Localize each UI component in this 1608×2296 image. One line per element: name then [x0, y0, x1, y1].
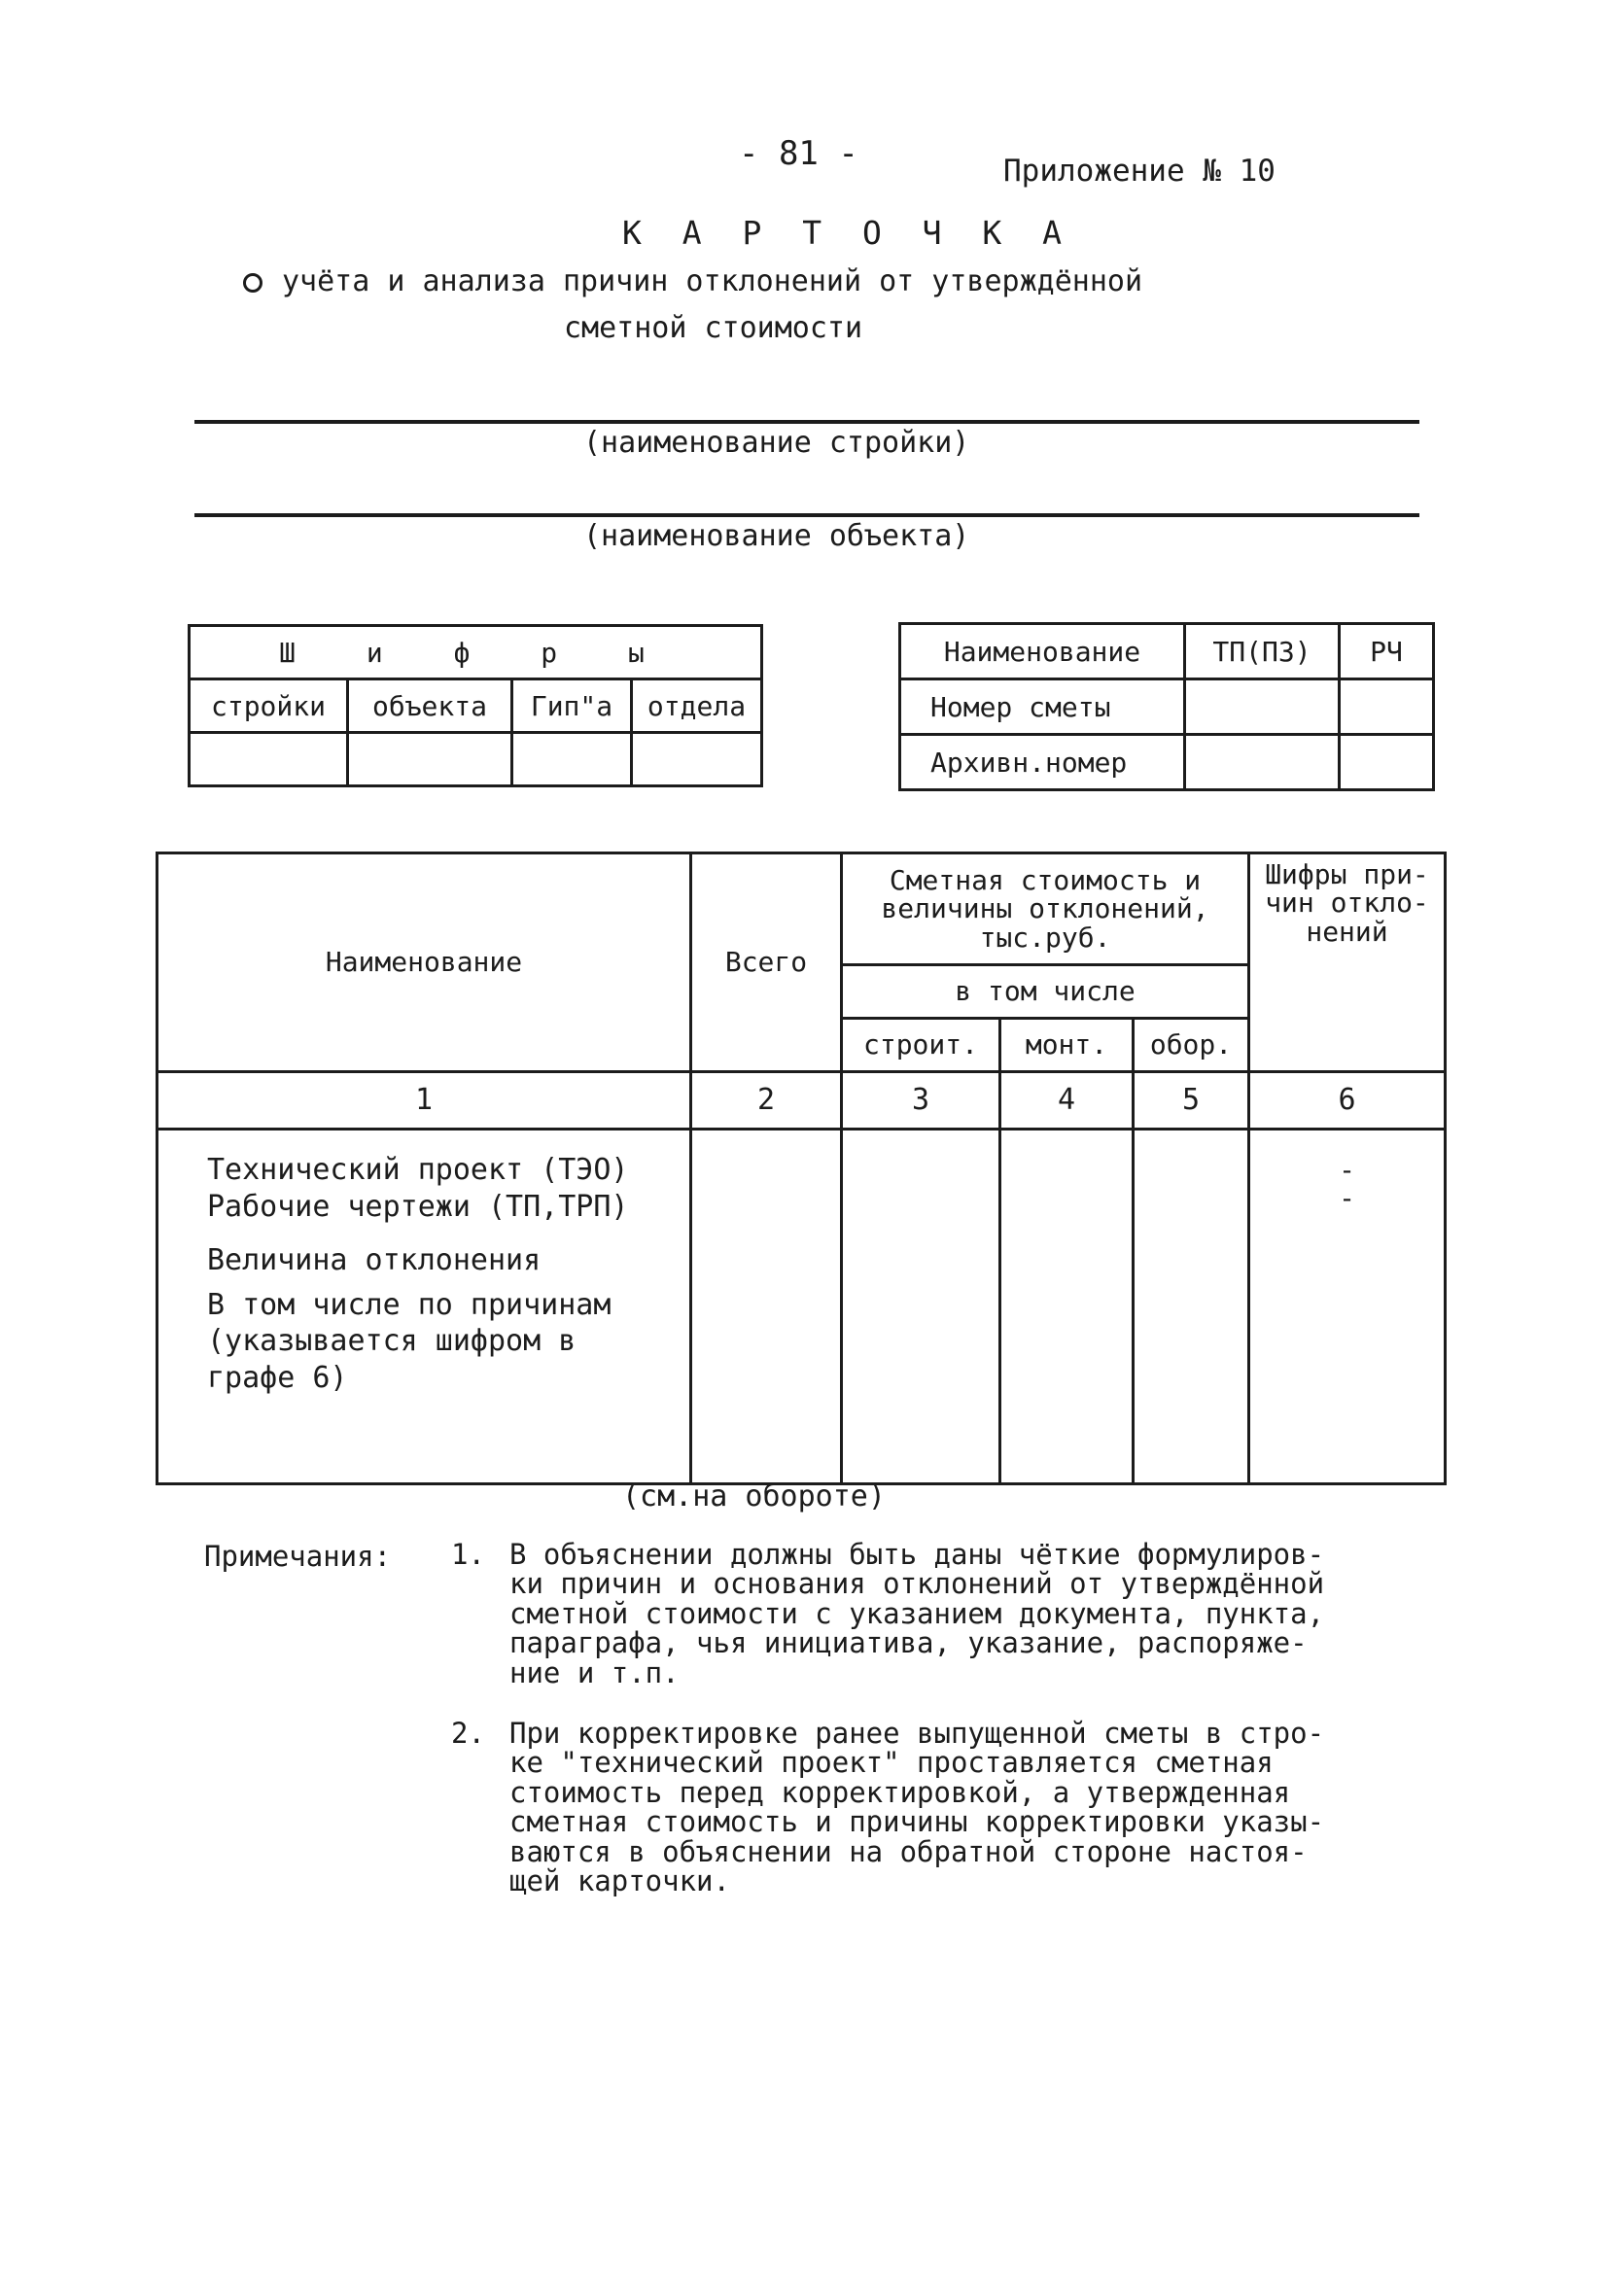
total-cell — [691, 1130, 842, 1484]
codes-col-gip: Гип"а — [512, 679, 632, 733]
col-header-codes-line: нений — [1306, 915, 1388, 948]
page-number: - 81 - — [739, 134, 858, 173]
col-header-cost-line: Сметная стоимость и — [889, 863, 1202, 896]
col-header-total: Всего — [691, 853, 842, 1072]
card-subtitle-line-2: сметной стоимости — [564, 311, 863, 345]
col-number-6: 6 — [1249, 1072, 1446, 1130]
construction-name-caption: (наименование стройки) — [583, 426, 970, 460]
codes-col-object: объекта — [348, 679, 512, 733]
info-header-name: Наименование — [900, 624, 1185, 679]
note-line: ке "технический проект" проставляется сметная — [509, 1746, 1274, 1780]
note-line: параграфа, чья инициатива, указание, распоряже- — [509, 1626, 1308, 1660]
row-technical-project: Технический проект (ТЭО) — [207, 1153, 629, 1187]
row-labels — [157, 1130, 691, 1484]
info-header-tp: ТП(ПЗ) — [1185, 624, 1340, 679]
note-line: сметной стоимости с указанием документа, пункта, — [509, 1596, 1325, 1630]
note-line: щей карточки. — [509, 1864, 730, 1898]
note-line: ваются в объяснении на обратной стороне настоя- — [509, 1834, 1308, 1868]
note-1-number: 1. — [451, 1538, 485, 1571]
row-working-drawings: Рабочие чертежи (ТП,ТРП) — [207, 1189, 629, 1224]
col-number-4: 4 — [1000, 1072, 1134, 1130]
equipment-cell — [1134, 1130, 1249, 1484]
codes-col-department: отдела — [632, 679, 762, 733]
col-header-equipment: обор. — [1134, 1019, 1249, 1072]
row-reasons: графе 6) — [207, 1360, 348, 1395]
col-header-name: Наименование — [157, 853, 691, 1072]
subtitle-text-1: учёта и анализа причин отклонений от утверждённой — [282, 264, 1143, 298]
note-line: В объяснении должны быть даны чёткие формулиров- — [509, 1538, 1325, 1571]
col-number-3: 3 — [842, 1072, 1000, 1130]
bullet-circle-icon — [243, 273, 262, 293]
construction-cell — [842, 1130, 1000, 1484]
col-header-codes-line: чин откло- — [1265, 887, 1429, 920]
col-header-including: в том числе — [842, 965, 1249, 1019]
info-row-estimate-number: Номер сметы — [900, 679, 1185, 735]
estimate-info-table — [898, 622, 1435, 791]
deviation-table — [156, 852, 1447, 1485]
codes-table-title: Ш и ф р ы — [190, 626, 762, 679]
row-reasons: В том числе по причинам — [207, 1287, 612, 1322]
codes-cell — [1249, 1130, 1446, 1484]
codes-value-object — [348, 733, 512, 786]
col-number-1: 1 — [157, 1072, 691, 1130]
see-reverse-note: (см.на обороте) — [622, 1479, 886, 1513]
note-line: стоимость перед корректировкой, а утвержденная — [509, 1775, 1291, 1809]
info-cell — [1185, 735, 1340, 790]
codes-dash: - — [1339, 1182, 1355, 1215]
col-header-construction: строит. — [842, 1019, 1000, 1072]
col-header-codes-line: Шифры при- — [1265, 858, 1429, 890]
col-header-codes — [1249, 853, 1446, 1072]
codes-value-department — [632, 733, 762, 786]
appendix-label: Приложение № 10 — [1003, 154, 1276, 189]
row-deviation: Величина отклонения — [207, 1243, 542, 1277]
info-cell — [1340, 735, 1434, 790]
info-cell — [1185, 679, 1340, 735]
installation-cell — [1000, 1130, 1134, 1484]
col-header-installation: монт. — [1000, 1019, 1134, 1072]
info-row-archive-number: Архивн.номер — [900, 735, 1185, 790]
notes-label: Примечания: — [204, 1540, 392, 1573]
construction-name-line — [194, 420, 1419, 424]
note-1-text — [509, 1540, 1433, 1687]
col-header-cost-line: тыс.руб. — [979, 921, 1111, 954]
col-number-5: 5 — [1134, 1072, 1249, 1130]
note-line: При корректировке ранее выпущенной сметы в стро- — [509, 1717, 1325, 1750]
codes-dash: - — [1339, 1154, 1355, 1186]
info-header-rch: РЧ — [1340, 624, 1434, 679]
card-subtitle-line-1 — [243, 264, 1142, 298]
codes-value-gip — [512, 733, 632, 786]
note-line: сметная стоимость и причины корректировки указы- — [509, 1805, 1325, 1839]
col-number-2: 2 — [691, 1072, 842, 1130]
row-reasons: (указывается шифром в — [207, 1324, 577, 1358]
info-cell — [1340, 679, 1434, 735]
note-line: ние и т.п. — [509, 1655, 680, 1689]
col-header-cost-line: величины отклонений, — [881, 892, 1209, 925]
codes-value-construction — [190, 733, 348, 786]
note-2-number: 2. — [451, 1717, 485, 1750]
object-name-line — [194, 513, 1419, 517]
card-title: К А Р Т О Ч К А — [622, 214, 1073, 252]
codes-col-construction: стройки — [190, 679, 348, 733]
col-header-cost — [842, 853, 1249, 965]
note-2-text — [509, 1719, 1433, 1896]
object-name-caption: (наименование объекта) — [583, 519, 970, 553]
codes-table — [188, 624, 763, 787]
note-line: ки причин и основания отклонений от утверждённой — [509, 1567, 1325, 1601]
